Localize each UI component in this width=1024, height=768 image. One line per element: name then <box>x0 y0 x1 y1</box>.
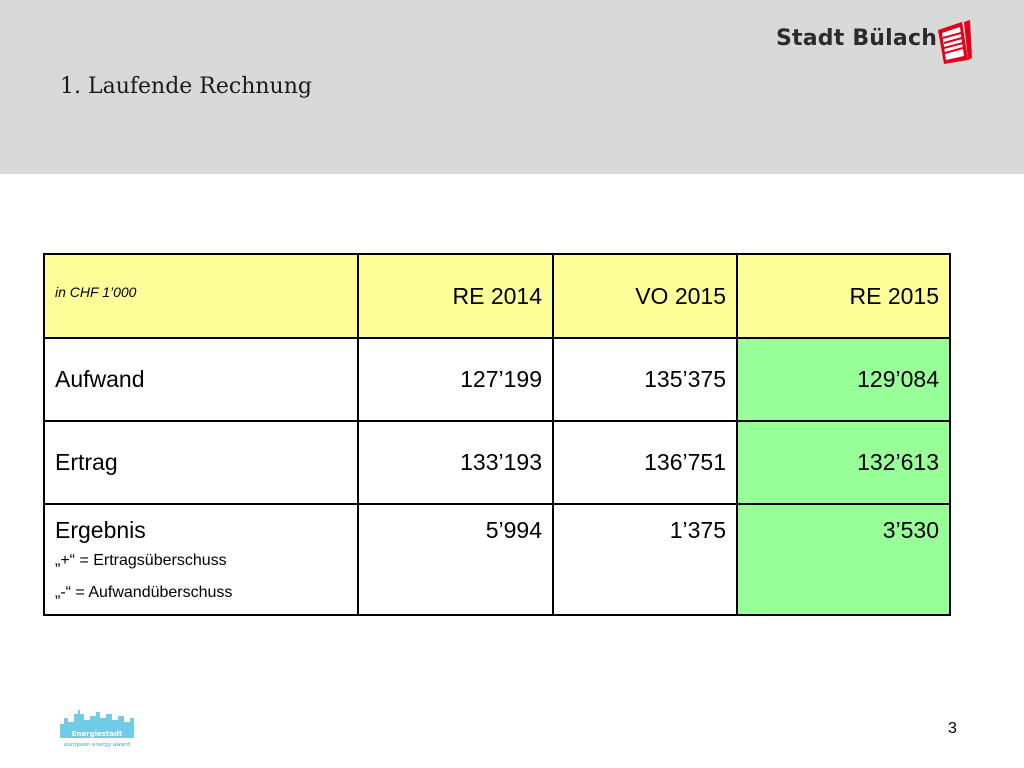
slide-title: 1. Laufende Rechnung <box>60 74 312 99</box>
cell-value: 133’193 <box>358 421 553 504</box>
financial-table <box>43 253 951 616</box>
column-header-vo2015: VO 2015 <box>553 254 737 338</box>
column-header-re2015: RE 2015 <box>737 254 950 338</box>
cell-value: 1’375 <box>553 504 737 615</box>
cell-value: 136’751 <box>553 421 737 504</box>
cell-value: 3’530 <box>737 504 950 615</box>
cell-value: 132’613 <box>737 421 950 504</box>
row-label-ergebnis: Ergebnis <box>55 517 146 543</box>
footer-logo-subtitle: european energy award <box>64 742 130 748</box>
city-logo-icon <box>934 20 972 66</box>
footer-logo-name: Energiestadt <box>71 730 123 738</box>
row-label-ertrag: Ertrag <box>44 421 358 504</box>
note-deficit: „-“ = Aufwandüberschuss <box>55 584 233 601</box>
row-label-aufwand: Aufwand <box>44 338 358 421</box>
table-header-row <box>44 254 950 338</box>
unit-label: in CHF 1’000 <box>44 254 358 338</box>
table-row <box>44 504 950 615</box>
energiestadt-logo <box>58 704 136 750</box>
table-row <box>44 421 950 504</box>
row-label-ergebnis-cell <box>44 504 358 615</box>
cell-value: 129’084 <box>737 338 950 421</box>
cell-value: 127’199 <box>358 338 553 421</box>
cell-value: 5’994 <box>358 504 553 615</box>
cell-value: 135’375 <box>553 338 737 421</box>
brand-name: Stadt Bülach <box>776 26 938 51</box>
table-row <box>44 338 950 421</box>
column-header-re2014: RE 2014 <box>358 254 553 338</box>
page-number: 3 <box>948 720 957 737</box>
note-surplus: „+“ = Ertragsüberschuss <box>55 552 227 569</box>
